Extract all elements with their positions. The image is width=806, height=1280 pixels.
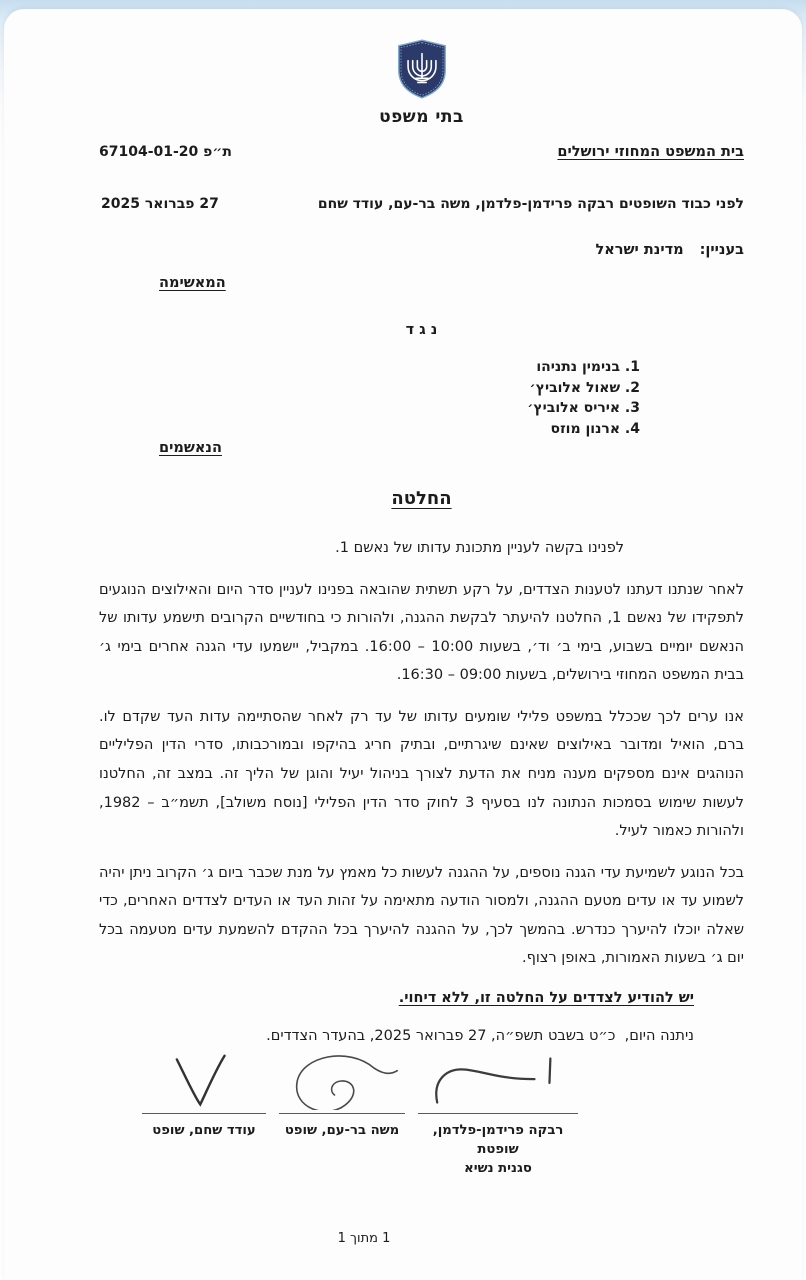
signature-line: [418, 1113, 578, 1114]
court-name: בית המשפט המחוזי ירושלים: [557, 144, 744, 160]
signature-line: [142, 1113, 266, 1114]
signatures-row: [99, 1052, 578, 1178]
signature-scribble-icon: [423, 1052, 573, 1110]
defendants-role-label: הנאשמים: [159, 440, 222, 456]
judge-name: עודד שחם, שופט: [152, 1122, 256, 1138]
court-decision-document: [4, 9, 802, 1280]
notice-line: יש להודיע לצדדים על החלטה זו, ללא דיחוי.: [398, 989, 694, 1006]
page-number-indicator: 1 מתוך 1: [337, 1231, 391, 1246]
versus-label: נ ג ד: [405, 322, 438, 338]
courts-title: בתי משפט: [379, 107, 464, 127]
signature-line: [279, 1113, 405, 1114]
defendant-item: 3. איריס אלוביץ׳: [527, 400, 640, 416]
defendants-list: [99, 357, 640, 439]
judges-row: [99, 196, 744, 212]
decision-paragraph: בכל הנוגע לשמיעת עדי הגנה נוספים, על ההגנה לעשות כל מאמץ על מנת שכבר ביום ג׳ הקרוב ניתן יהיה לשמוע עד או עדים מטעם ההגנה, ולמסור הודעה מתאימה על זהות העד או העדים לצדדים האחרים, כדי שאלה יוכלו להיערך כנדרש. בהמשך לכך, על ההגנה להיערך בכל ההקדם להשמעת עדים מטעמה בכל יום ג׳ בשעות האמורות, באופן רצוף.: [99, 864, 744, 967]
plaintiff-role-label: המאשימה: [159, 275, 226, 291]
signature-scribble-icon: [142, 1052, 266, 1110]
judge-title: סגנית נשיא: [464, 1161, 532, 1177]
defendant-item: 2. שאול אלוביץ׳: [529, 379, 640, 396]
judges-line: לפני כבוד השופטים רבקה פרידמן-פלדמן, משה בר-עם, עודד שחם: [317, 196, 744, 212]
court-header-row: [99, 144, 744, 160]
issued-line: ניתנה היום, כ״ט בשבט תשפ״ה, 27 פברואר 2025, בהעדר הצדדים.: [266, 1027, 694, 1044]
plaintiff-name: מדינת ישראל: [595, 242, 684, 258]
israel-state-emblem-icon: [396, 39, 448, 99]
signature-block-friedman-feldman: [418, 1052, 578, 1178]
judge-name: משה בר-עם, שופט: [284, 1122, 400, 1138]
case-number: ת״פ 67104-01-20: [99, 144, 232, 160]
signature-scribble-icon: [279, 1052, 405, 1110]
in-re-label: בעניין:: [699, 242, 744, 258]
in-re-row: [99, 242, 744, 258]
decision-paragraph: לפנינו בקשה לעניין מתכונת עדותו של נאשם 1.: [335, 540, 624, 556]
signature-block-bar-am: [279, 1052, 405, 1178]
decision-heading: החלטה: [391, 488, 452, 509]
document-header: [99, 39, 744, 127]
decision-paragraph: אנו ערים לכך שככלל במשפט פלילי שומעים עדותו של עד רק לאחר שהסתיימה עדות העד שקדם לו. ברם, הואיל ומדובר באילוצים שאינם שיגרתיים, ובתיק חריג בהיקפו ובמורכבותו, סדרי הדין הפליליים הנוהגים אינם מספקים מענה מניח את הדעת לצורך בניהול יעיל והוגן של הליך זה. במצב זה, החלטנו לעשות שימוש בסמכות הנתונה לנו בסעיף 3 לחוק סדר הדין הפלילי [נוסח משולב], תשמ״ב – 1982, ולהורות כאמור לעיל.: [99, 708, 744, 840]
defendant-item: 4. ארנון מוזס: [550, 420, 640, 437]
decision-paragraph: לאחר שנתנו דעתנו לטענות הצדדים, על רקע תשתית שהובאה בפנינו לעניין סדר היום והאילוצים הנוגעים לתפקידו של נאשם 1, החלטנו להיעתר לבקשת ההגנה, ולהורות כי בחודשיים הקרובים תישמע עדותו של הנאשם יומיים בשבוע, בימי ב׳ וד׳, בשעות 10:00 – 16:00. במקביל, יישמעו עדי הגנה אחרים בימי ג׳ בבית המשפט המחוזי בירושלים, בשעות 09:00 – 16:30.: [99, 581, 744, 684]
hearing-date: 27 פברואר 2025: [101, 196, 219, 212]
defendant-item: 1. בנימין נתניהו: [536, 359, 640, 375]
signature-block-shaham: [142, 1052, 266, 1178]
judge-name: רבקה פרידמן-פלדמן, שופטת: [432, 1122, 564, 1158]
